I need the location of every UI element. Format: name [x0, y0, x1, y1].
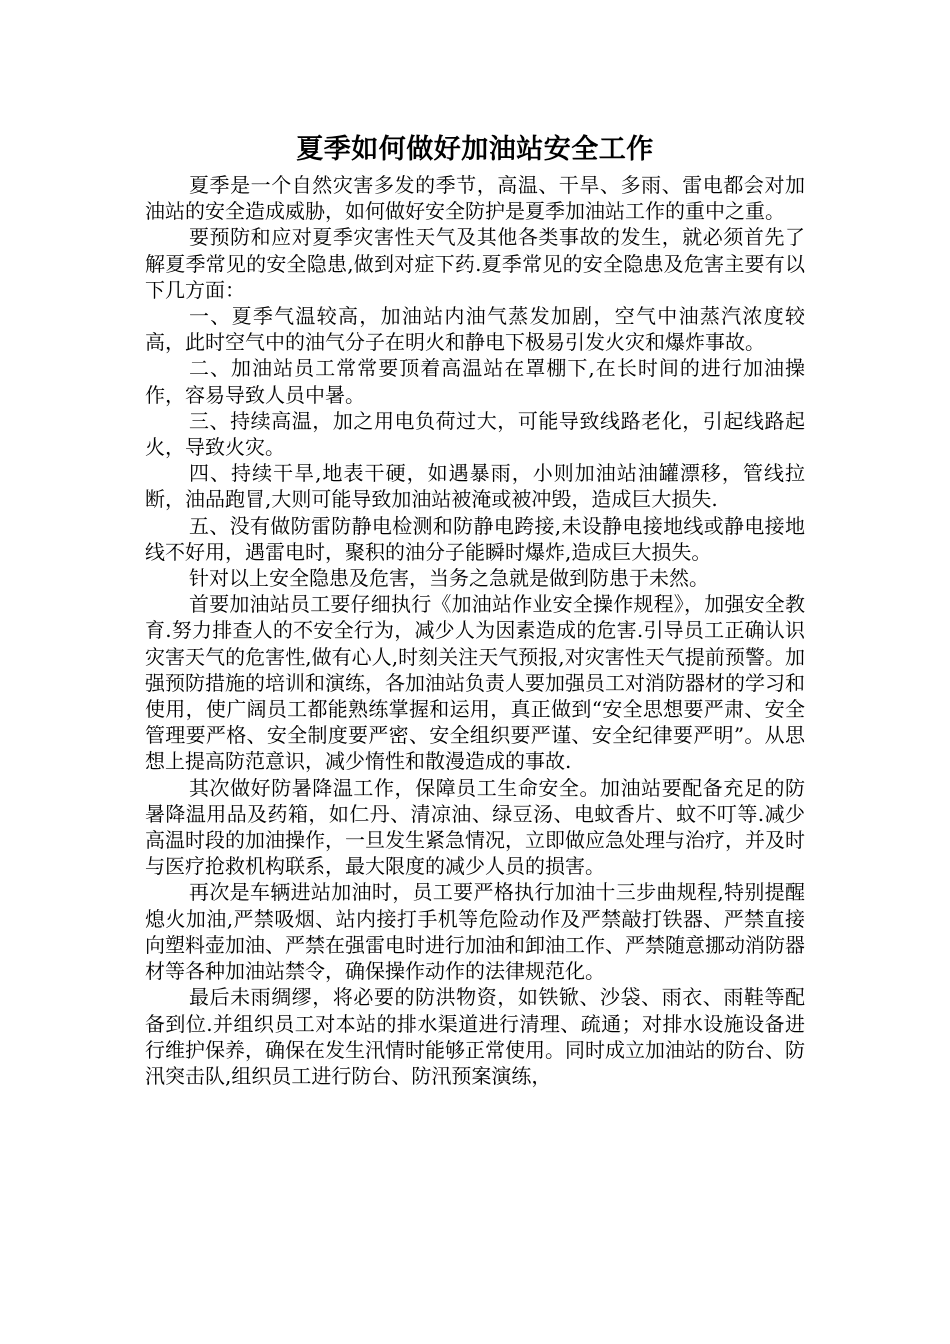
paragraph-hazard-2: 二、加油站员工常常要顶着高温站在罩棚下,在长时间的进行加油操作，容易导致人员中暑。 [145, 356, 805, 407]
paragraph-measure-3: 再次是车辆进站加油时，员工要严格执行加油十三步曲规程,特别提醒熄火加油,严禁吸烟、站内接打手机等危险动作及严禁敲打铁器、严禁直接向塑料壶加油、严禁在强雷电时进行加油和卸油工作、严禁随意挪动消防器材等各种加油站禁令，确保操作动作的法律规范化。 [145, 880, 805, 984]
paragraph-intro: 夏季是一个自然灾害多发的季节，高温、干旱、多雨、雷电都会对加油站的安全造成威胁，如何做好安全防护是夏季加油站工作的重中之重。 [145, 173, 805, 224]
paragraph-hazard-4: 四、持续干旱,地表干硬，如遇暴雨，小则加油站油罐漂移，管线拉断，油品跑冒,大则可能导致加油站被淹或被冲毁，造成巨大损失. [145, 461, 805, 512]
paragraph-overview: 要预防和应对夏季灾害性天气及其他各类事故的发生，就必须首先了解夏季常见的安全隐患,做到对症下药.夏季常见的安全隐患及危害主要有以下几方面： [145, 225, 805, 302]
document-title: 夏季如何做好加油站安全工作 [296, 134, 654, 165]
paragraph-hazard-1: 一、夏季气温较高，加油站内油气蒸发加剧，空气中油蒸汽浓度较高，此时空气中的油气分子在明火和静电下极易引发火灾和爆炸事故。 [145, 304, 805, 355]
document-page [145, 128, 805, 1089]
paragraph-measure-1: 首要加油站员工要仔细执行《加油站作业安全操作规程》，加强安全教育.努力排查人的不安全行为，减少人为因素造成的危害.引导员工正确认识灾害天气的危害性,做有心人,时刻关注天气预报,对灾害性天气提前预警。加强预防措施的培训和演练，各加油站负责人要加强员工对消防器材的学习和使用，使广阔员工都能熟练掌握和运用，真正做到“安全思想要严肃、安全管理要严格、安全制度要严密、安全组织要严谨、安全纪律要严明”。从思想上提高防范意识，减少惰性和散漫造成的事故. [145, 592, 805, 774]
paragraph-summary: 针对以上安全隐患及危害，当务之急就是做到防患于未然。 [189, 566, 709, 591]
paragraph-hazard-5: 五、没有做防雷防静电检测和防静电跨接,未设静电接地线或静电接地线不好用，遇雷电时，聚积的油分子能瞬时爆炸,造成巨大损失。 [145, 513, 805, 564]
paragraph-hazard-3: 三、持续高温，加之用电负荷过大，可能导致线路老化，引起线路起火，导致火灾。 [145, 408, 805, 460]
paragraph-measure-4: 最后未雨绸缪，将必要的防洪物资，如铁锨、沙袋、雨衣、雨鞋等配备到位.并组织员工对本站的排水渠道进行清理、疏通；对排水设施设备进行维护保养，确保在发生汛情时能够正常使用。同时成立加油站的防台、防汛突击队,组织员工进行防台、防汛预案演练， [145, 985, 805, 1088]
paragraph-measure-2: 其次做好防暑降温工作，保障员工生命安全。加油站要配备充足的防暑降温用品及药箱，如仁丹、清凉油、绿豆汤、电蚊香片、蚊不叮等.减少高温时段的加油操作，一旦发生紧急情况，立即做应急处理与治疗，并及时与医疗抢救机构联系，最大限度的减少人员的损害。 [145, 775, 805, 879]
